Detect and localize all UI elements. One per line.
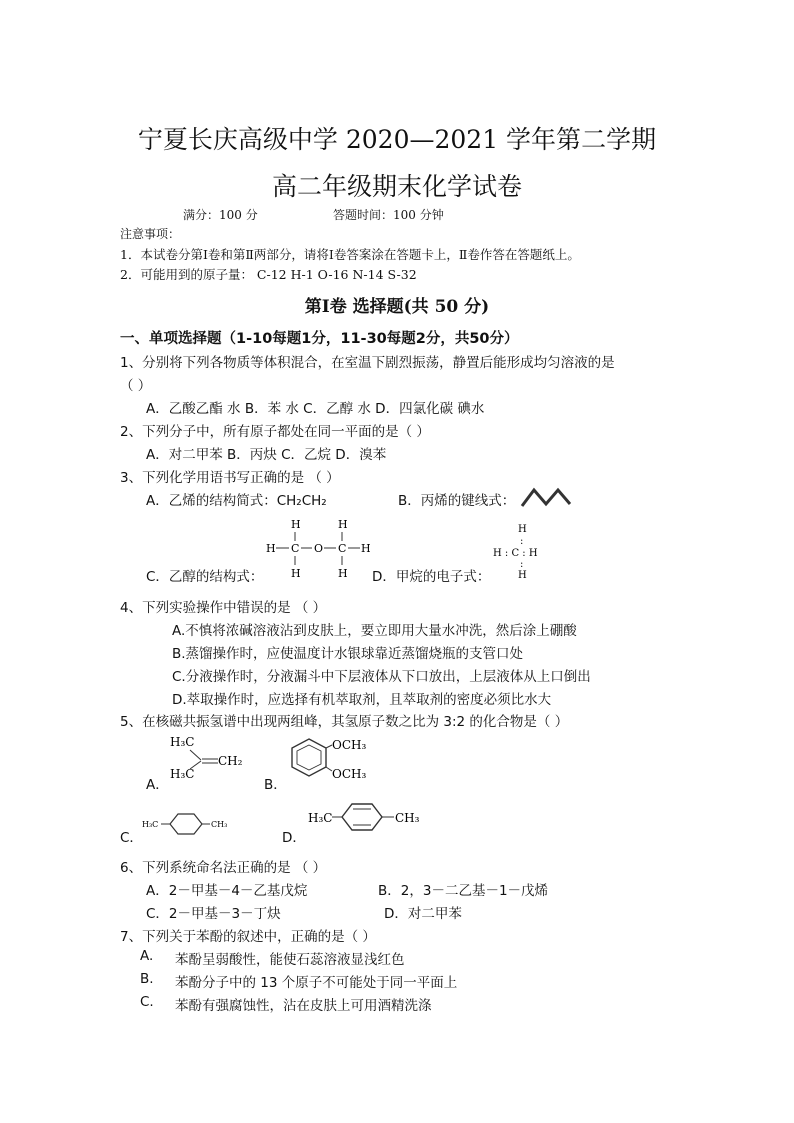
- section-title: 第Ⅰ卷 选择题(共 50 分): [304, 297, 490, 317]
- svg-text:CH₃: CH₃: [211, 820, 228, 829]
- question-7-option-b: 苯酚分子中的 13 个原子不可能处于同一平面上: [175, 975, 458, 991]
- svg-text:H₃C: H₃C: [170, 735, 195, 749]
- p-xylene-structure: [306, 800, 430, 834]
- svg-text:H₃C: H₃C: [308, 811, 333, 825]
- svg-text:OCH₃: OCH₃: [332, 767, 367, 781]
- question-3-option-b: B．丙烯的键线式：: [398, 493, 516, 509]
- svg-text::: :: [520, 559, 524, 570]
- svg-text:H: H: [518, 524, 527, 535]
- question-7-label-b: B.: [140, 971, 154, 987]
- question-4-option-c: C.分液操作时，分液漏斗中下层液体从下口放出，上层液体从上口倒出: [172, 669, 591, 685]
- full-score: 满分：100 分: [183, 208, 258, 222]
- question-7-stem: 7、下列关于苯酚的叙述中，正确的是（ ）: [120, 929, 376, 945]
- question-7-label-a: A.: [140, 948, 154, 964]
- svg-text:H₃C: H₃C: [142, 820, 159, 829]
- question-1-stem: 1、分别将下列各物质等体积混合，在室温下剧烈振荡，静置后能形成均匀溶液的是: [120, 355, 615, 371]
- question-5-label-c: C．: [120, 830, 143, 846]
- question-3-option-a: A．乙烯的结构简式：CH₂CH₂: [146, 493, 327, 509]
- question-7-option-c: 苯酚有强腐蚀性，沾在皮肤上可用酒精洗涤: [175, 998, 432, 1014]
- svg-text:OCH₃: OCH₃: [332, 738, 367, 752]
- part-title: 一、单项选择题（1-10每题1分，11-30每题2分，共50分）: [120, 331, 519, 347]
- svg-text:H: H: [266, 542, 276, 555]
- svg-text:H: H: [291, 518, 301, 531]
- ethanol-structural-formula: [262, 516, 374, 580]
- question-6-option-b: B．2，3－二乙基－1－戊烯: [378, 883, 549, 899]
- exam-time: 答题时间：100 分钟: [333, 208, 444, 222]
- question-5-label-a: A．: [146, 777, 169, 793]
- note-1: 1．本试卷分第Ⅰ卷和第Ⅱ两部分，请将Ⅰ卷答案涂在答题卡上，Ⅱ卷作答在答题纸上。: [120, 247, 580, 262]
- svg-text:C: C: [291, 542, 300, 555]
- question-2-options: A．对二甲苯 B．丙炔 C．乙烷 D．溴苯: [146, 447, 387, 463]
- question-4-stem: 4、下列实验操作中错误的是 （ ）: [120, 600, 327, 616]
- exam-title-line2: 高二年级期末化学试卷: [271, 172, 522, 201]
- question-1-options: A．乙酸乙酯 水 B．苯 水 C．乙醇 水 D．四氯化碳 碘水: [146, 401, 485, 417]
- propene-skeletal-formula: [520, 484, 572, 510]
- question-6-option-c: C．2－甲基－3－丁炔: [146, 906, 281, 922]
- question-4-option-b: B.蒸馏操作时，应使温度计水银球靠近蒸馏烧瓶的支管口处: [172, 646, 524, 662]
- question-4-option-a: A.不慎将浓碱溶液沾到皮肤上，要立即用大量水冲洗，然后涂上硼酸: [172, 623, 577, 639]
- svg-text:H: H: [291, 567, 301, 580]
- svg-text:H: H: [338, 567, 348, 580]
- question-3-option-c: C．乙醇的结构式：: [146, 569, 264, 585]
- svg-text:H: H: [338, 518, 348, 531]
- svg-text:H: H: [518, 570, 527, 580]
- question-4-option-d: D.萃取操作时，应选择有机萃取剂，且萃取剂的密度必须比水大: [172, 692, 552, 708]
- question-6-option-a: A．2－甲基－4－乙基戊烷: [146, 883, 308, 899]
- svg-text:H : C : H: H : C : H: [493, 548, 538, 559]
- notes-label: 注意事项：: [120, 227, 181, 241]
- svg-text:H₃C: H₃C: [170, 767, 195, 781]
- svg-text:C: C: [338, 542, 347, 555]
- svg-text::: :: [520, 536, 524, 547]
- note-2: 2．可能用到的原子量： C-12 H-1 O-16 N-14 S-32: [120, 267, 417, 282]
- isobutylene-structure: [168, 733, 250, 783]
- svg-text:CH₃: CH₃: [395, 811, 420, 825]
- question-3-stem: 3、下列化学用语书写正确的是 （ ）: [120, 470, 340, 486]
- svg-text:O: O: [314, 542, 324, 555]
- question-2-stem: 2、下列分子中，所有原子都处在同一平面的是（ ）: [120, 424, 430, 440]
- dimethoxybenzene-structure: [284, 733, 374, 785]
- svg-text:CH₂: CH₂: [218, 754, 243, 768]
- question-1-blank: （ ）: [120, 378, 152, 394]
- question-6-option-d: D．对二甲苯: [384, 906, 462, 922]
- question-7-option-a: 苯酚呈弱酸性，能使石蕊溶液显浅红色: [175, 952, 405, 968]
- dimethylcyclohexane-structure: [140, 808, 236, 840]
- question-5-stem: 5、在核磁共振氢谱中出现两组峰，其氢原子数之比为 3:2 的化合物是（ ）: [120, 714, 569, 730]
- question-5-label-b: B．: [264, 777, 287, 793]
- question-7-label-c: C.: [140, 994, 154, 1010]
- svg-text:H: H: [361, 542, 371, 555]
- question-3-option-d: D．甲烷的电子式：: [372, 569, 491, 585]
- question-6-stem: 6、下列系统命名法正确的是 （ ）: [120, 860, 327, 876]
- exam-title-line1: 宁夏长庆高级中学 2020—2021 学年第二学期: [137, 125, 657, 154]
- methane-electron-formula: [490, 520, 556, 580]
- question-5-label-d: D．: [282, 830, 306, 846]
